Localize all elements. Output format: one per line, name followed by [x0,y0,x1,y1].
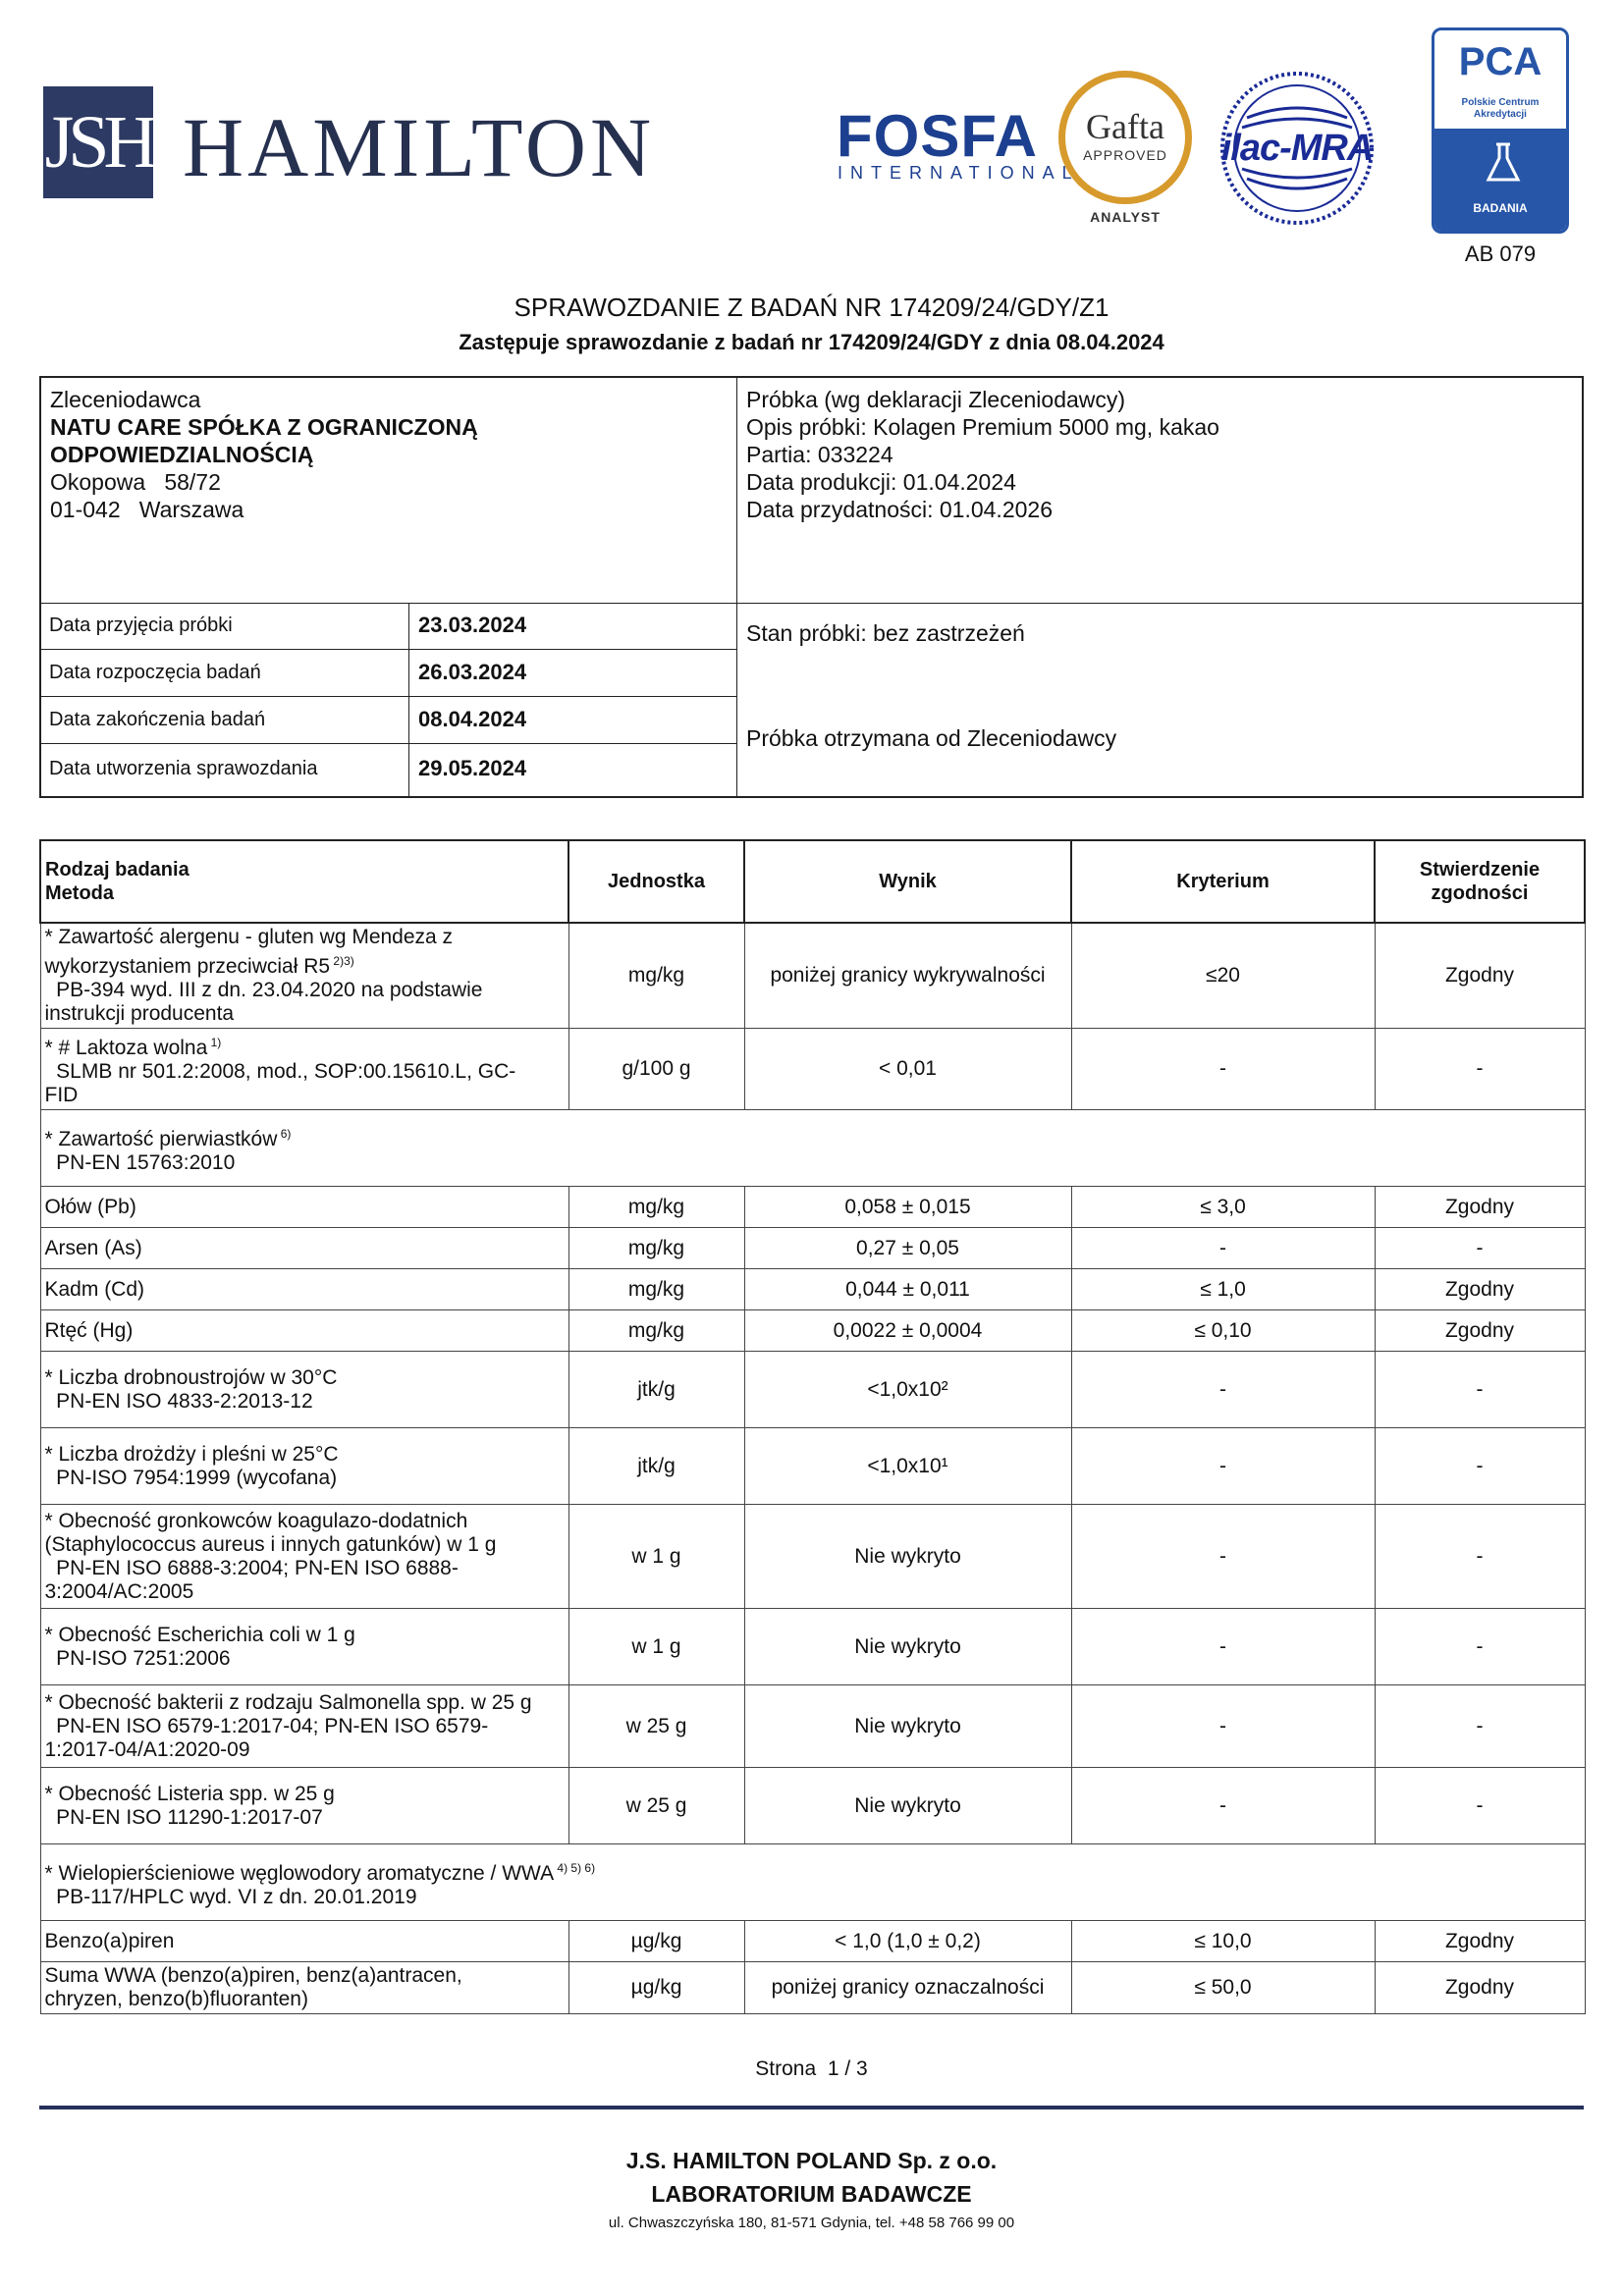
cell-unit: w 1 g [568,1609,744,1685]
gafta-analyst-text: ANALYST [1090,209,1161,225]
table-row [40,1505,1585,1609]
cell-unit: mg/kg [568,1228,744,1269]
cell-result: 0,044 ± 0,011 [744,1269,1071,1310]
cell-result: 0,27 ± 0,05 [744,1228,1071,1269]
header-type-method [40,840,568,923]
test-line: Rtęć (Hg) [44,1318,134,1342]
cell-result: poniżej granicy oznaczalności [744,1962,1071,2014]
cell-test-method [40,1228,568,1269]
test-line: FID [44,1084,79,1106]
cell-criterion: - [1071,1685,1375,1768]
pca-blue-panel [1434,129,1566,231]
footer-address: ul. Chwaszczyńska 180, 81-571 Gdynia, tel. +48 58 766 99 00 [608,2215,1015,2231]
cell-conformity: Zgodny [1375,1962,1585,2014]
header-type: Rodzaj badania [45,859,189,881]
cell-result: < 1,0 (1,0 ± 0,2) [744,1921,1071,1962]
table-group-row [40,1844,1585,1921]
table-row [40,1352,1585,1428]
cell-unit: mg/kg [568,1310,744,1352]
cell-result: < 0,01 [744,1029,1071,1110]
cell-unit: w 1 g [568,1505,744,1609]
cell-test-method [40,1685,568,1768]
ilac-mra-logo: ilac-MRA [1220,128,1374,169]
report-subtitle: Zastępuje sprawozdanie z badań nr 174209/24/GDY z dnia 08.04.2024 [459,330,1164,354]
cell-test-method [40,1505,568,1609]
test-line: Ołów (Pb) [44,1195,136,1218]
header-unit: Jednostka [568,840,744,923]
footnote-marker: 1) [207,1036,222,1049]
cell-unit: jtk/g [568,1352,744,1428]
test-line: * Obecność Listeria spp. w 25 g [44,1782,335,1805]
report-title: SPRAWOZDANIE Z BADAŃ NR 174209/24/GDY/Z1 [514,293,1109,322]
cell-criterion: - [1071,1352,1375,1428]
header-conformity-line2: zgodności [1431,882,1529,904]
cell-result: Nie wykryto [744,1685,1071,1768]
cell-test-method [40,923,568,1029]
test-line: 3:2004/AC:2005 [44,1579,194,1603]
test-line: * Obecność Escherichia coli w 1 g [44,1623,355,1646]
table-row [40,1310,1585,1352]
cell-result: Nie wykryto [744,1609,1071,1685]
sample-expiry-date: Data przydatności: 01.04.2026 [746,497,1053,522]
test-line: chryzen, benzo(b)fluoranten) [44,1988,308,2010]
cell-conformity: - [1375,1352,1585,1428]
cell-conformity: - [1375,1029,1585,1110]
sample-production-date: Data produkcji: 01.04.2024 [746,469,1016,495]
cell-conformity: - [1375,1768,1585,1844]
date-separator [408,650,409,696]
header-method: Metoda [45,882,114,904]
cell-conformity: - [1375,1428,1585,1505]
date-value: 29.05.2024 [418,756,527,780]
table-row [40,1187,1585,1228]
test-line: Suma WWA (benzo(a)piren, benz(a)antracen, [44,1964,462,1987]
footnote-marker: 4) 5) 6) [554,1860,596,1875]
fosfa-logo-subtitle: INTERNATIONAL [838,163,1080,183]
test-line: 1:2017-04/A1:2020-09 [44,1737,250,1761]
gafta-logo: Gafta [1086,107,1164,146]
accreditation-number: AB 079 [1464,241,1537,266]
footer-divider [39,2106,1584,2109]
pca-sub-line1: Polskie Centrum [1461,97,1540,108]
cell-criterion: - [1071,1428,1375,1505]
test-line: PB-117/HPLC wyd. VI z dn. 20.01.2019 [44,1885,417,1908]
pca-badania-label: BADANIA [1473,201,1528,215]
table-row [40,1685,1585,1768]
test-line: * Zawartość pierwiastków $^{6)}$ [44,1126,292,1150]
test-line: PN-EN ISO 6888-3:2004; PN-EN ISO 6888- [44,1556,459,1579]
cell-criterion: - [1071,1609,1375,1685]
test-line: Kadm (Cd) [44,1277,145,1301]
footer-lab: LABORATORIUM BADAWCZE [651,2181,972,2207]
pca-logo-title: PCA [1458,40,1542,83]
cell-conformity: Zgodny [1375,1269,1585,1310]
test-line: * Zawartość alergenu - gluten wg Mendeza z [44,926,454,948]
test-line: PN-EN ISO 4833-2:2013-12 [44,1389,313,1413]
cell-test-method [40,1609,568,1685]
cell-test-method [40,1921,568,1962]
table-row [40,1428,1585,1505]
cell-criterion: - [1071,1029,1375,1110]
cell-test-method [40,1962,568,2014]
page-number: Strona 1 / 3 [755,2057,868,2080]
test-line: PN-EN 15763:2010 [44,1150,236,1174]
info-box [39,376,1584,798]
company-logo-text: HAMILTON [183,100,656,194]
client-section [50,386,478,523]
test-line: wykorzystaniem przeciwciał R5 $^{2)3)}$ [44,954,354,978]
test-line: * Obecność bakterii z rodzaju Salmonella spp. w 25 g [44,1690,532,1714]
test-line: * Wielopierścieniowe węglowodory aromatyczne / WWA $^{4) 5) 6)}$ [44,1860,596,1885]
flask-icon [1479,138,1528,187]
cell-result: <1,0x10¹ [744,1428,1071,1505]
table-row [40,1029,1585,1110]
cell-result: 0,058 ± 0,015 [744,1187,1071,1228]
results-body [40,923,1585,2014]
test-line: * Liczba drożdży i pleśni w 25°C [44,1442,339,1466]
date-row [41,650,736,697]
cell-unit: µg/kg [568,1921,744,1962]
cell-unit: w 25 g [568,1685,744,1768]
date-value: 23.03.2024 [418,613,527,637]
cell-test-method [40,1352,568,1428]
table-row [40,1609,1585,1685]
cell-result: Nie wykryto [744,1768,1071,1844]
cell-test-method [40,1310,568,1352]
client-name-line1: NATU CARE SPÓŁKA Z OGRANICZONĄ [50,414,478,440]
header-conformity-line1: Stwierdzenie [1419,859,1541,881]
cell-result: Nie wykryto [744,1505,1071,1609]
sample-received: Próbka otrzymana od Zleceniodawcy [746,725,1117,751]
cell-unit: mg/kg [568,923,744,1029]
pca-logo-subtitle [1434,97,1566,121]
date-label: Data utworzenia sprawozdania [49,758,318,779]
footer-company: J.S. HAMILTON POLAND Sp. z o.o. [625,2148,998,2173]
table-group-row [40,1110,1585,1187]
sample-batch: Partia: 033224 [746,442,893,467]
cell-conformity: - [1375,1685,1585,1768]
header-criterion: Kryterium [1071,840,1375,923]
cell-test-method [40,1029,568,1110]
table-row [40,1768,1585,1844]
results-table [39,839,1586,2014]
info-divider-vertical [736,378,737,796]
cell-unit: mg/kg [568,1269,744,1310]
table-row [40,1921,1585,1962]
date-separator [408,744,409,796]
cell-result: poniżej granicy wykrywalności [744,923,1071,1029]
cell-unit: g/100 g [568,1029,744,1110]
cell-criterion: ≤ 10,0 [1071,1921,1375,1962]
date-row [41,603,736,650]
cell-criterion: ≤ 1,0 [1071,1269,1375,1310]
table-row [40,923,1585,1029]
client-label: Zleceniodawca [50,387,201,412]
gafta-approved-text: APPROVED [1083,147,1167,163]
cell-test-method [40,1428,568,1505]
cell-criterion: ≤20 [1071,923,1375,1029]
date-separator [408,697,409,743]
table-row [40,1269,1585,1310]
cell-unit: mg/kg [568,1187,744,1228]
date-row [41,744,736,796]
company-logo-mark: JSH [43,86,153,198]
date-row [41,697,736,744]
test-line: Benzo(a)piren [44,1929,175,1952]
test-line: instrukcji producenta [44,1002,235,1025]
pca-sub-line2: Akredytacji [1474,109,1527,120]
footnote-marker: 6) [277,1126,292,1141]
cell-conformity: - [1375,1609,1585,1685]
cell-unit: µg/kg [568,1962,744,2014]
client-name-line2: ODPOWIEDZIALNOŚCIĄ [50,442,314,467]
test-line: PN-ISO 7954:1999 (wycofana) [44,1466,338,1489]
sample-section [746,386,1219,523]
cell-result: <1,0x10² [744,1352,1071,1428]
cell-criterion: - [1071,1505,1375,1609]
cell-unit: w 25 g [568,1768,744,1844]
table-header-row [40,840,1585,923]
cell-test-method [40,1768,568,1844]
cell-criterion: ≤ 3,0 [1071,1187,1375,1228]
pca-accreditation-logo [1432,27,1569,234]
date-separator [408,603,409,649]
cell-criterion: ≤ 0,10 [1071,1310,1375,1352]
cell-conformity: Zgodny [1375,923,1585,1029]
test-line: Arsen (As) [44,1236,142,1259]
test-line: PB-394 wyd. III z dn. 23.04.2020 na podstawie [44,979,483,1001]
test-line: * Liczba drobnoustrojów w 30°C [44,1365,338,1389]
client-street: Okopowa 58/72 [50,469,221,495]
cell-test-method [40,1110,1585,1187]
test-line: SLMB nr 501.2:2008, mod., SOP:00.15610.L, GC- [44,1060,516,1083]
cell-conformity: - [1375,1505,1585,1609]
footnote-marker: 2)3) [330,954,354,968]
header-conformity [1375,840,1585,923]
table-row [40,1962,1585,2014]
cell-result: 0,0022 ± 0,0004 [744,1310,1071,1352]
cell-conformity: Zgodny [1375,1921,1585,1962]
test-line: * Obecność gronkowców koagulazo-dodatnich [44,1509,468,1532]
sample-state: Stan próbki: bez zastrzeżeń [746,620,1025,646]
cell-test-method [40,1844,1585,1921]
test-line: PN-EN ISO 6579-1:2017-04; PN-EN ISO 6579- [44,1714,489,1737]
cell-criterion: ≤ 50,0 [1071,1962,1375,2014]
date-label: Data przyjęcia próbki [49,614,233,636]
cell-conformity: Zgodny [1375,1310,1585,1352]
sample-description: Opis próbki: Kolagen Premium 5000 mg, kakao [746,414,1219,440]
test-line: * # Laktoza wolna $^{1)}$ [44,1036,222,1059]
header-result: Wynik [744,840,1071,923]
cell-unit: jtk/g [568,1428,744,1505]
sample-label: Próbka (wg deklaracji Zleceniodawcy) [746,387,1126,412]
cell-criterion: - [1071,1768,1375,1844]
test-line: PN-EN ISO 11290-1:2017-07 [44,1805,323,1829]
client-city: 01-042 Warszawa [50,497,244,522]
cell-conformity: - [1375,1228,1585,1269]
test-line: PN-ISO 7251:2006 [44,1646,231,1670]
date-label: Data rozpoczęcia badań [49,662,261,683]
cell-conformity: Zgodny [1375,1187,1585,1228]
fosfa-logo: FOSFA [837,103,1039,169]
cell-criterion: - [1071,1228,1375,1269]
date-value: 08.04.2024 [418,707,527,731]
cell-test-method [40,1269,568,1310]
date-value: 26.03.2024 [418,660,527,684]
test-line: (Staphylococcus aureus i innych gatunków) w 1 g [44,1532,497,1556]
cell-test-method [40,1187,568,1228]
date-label: Data zakończenia badań [49,709,266,730]
table-row [40,1228,1585,1269]
